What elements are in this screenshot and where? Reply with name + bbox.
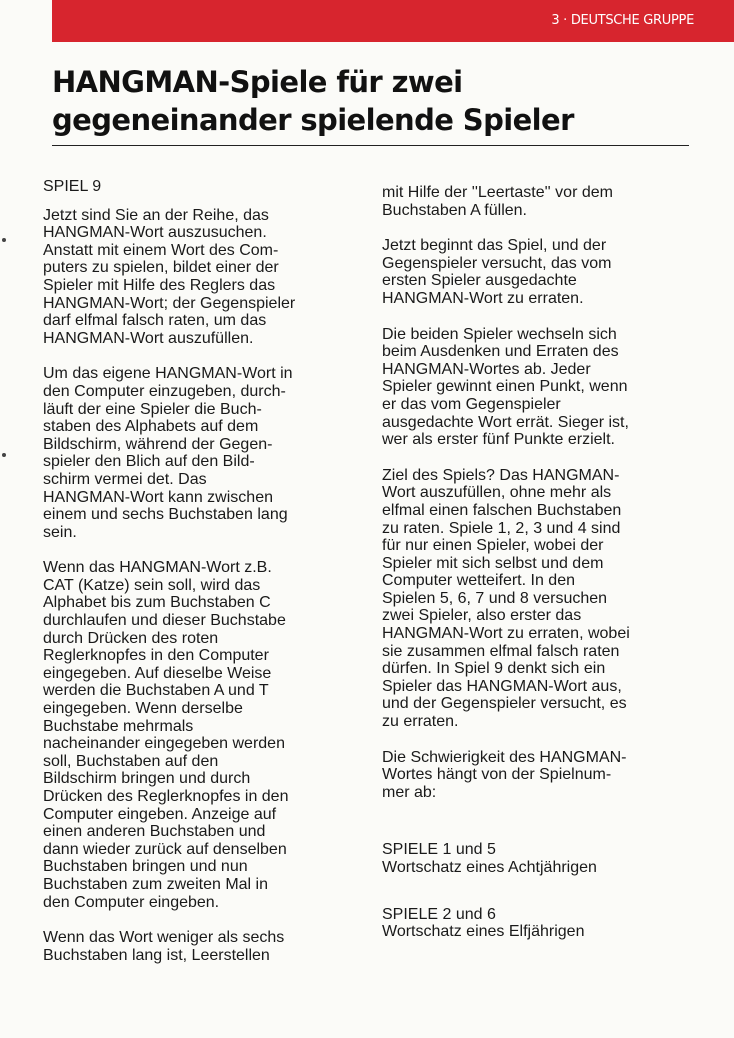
text-line: Die Schwierigkeit des HANGMAN-	[382, 748, 627, 766]
text-line: werden die Buchstaben A und T	[43, 682, 269, 700]
paragraph	[43, 365, 353, 541]
text-line: HANGMAN-Wort zu erraten.	[382, 289, 584, 307]
text-line: einem und sechs Buchstaben lang	[43, 506, 288, 524]
text-line: sie zusammen elfmal falsch raten	[382, 642, 620, 660]
binding-mark	[2, 453, 6, 457]
text-line: nacheinander eingegeben werden	[43, 735, 285, 753]
text-line: mit Hilfe der ''Leertaste'' vor dem	[382, 184, 613, 201]
text-line: und der Gegenspieler versucht, es	[382, 695, 627, 713]
right-column	[382, 184, 702, 941]
text-line: HANGMAN-Wort auszusuchen.	[43, 224, 267, 242]
paragraph	[382, 184, 702, 219]
text-line: zu erraten.	[382, 713, 459, 731]
level-description: Wortschatz eines Achtjährigen	[382, 859, 597, 876]
text-line: den Computer einzugeben, durch-	[43, 382, 286, 400]
paragraph	[43, 207, 353, 348]
text-line: Buchstaben A füllen.	[382, 201, 527, 219]
text-line: er das vom Gegenspieler	[382, 395, 561, 413]
text-line: dann wieder zurück auf denselben	[43, 840, 287, 858]
spacer	[382, 219, 702, 237]
text-line: Reglerknopfes in den Computer	[43, 647, 269, 665]
spacer	[382, 308, 702, 326]
spacer	[382, 801, 702, 841]
text-line: zwei Spieler, also erster das	[382, 607, 582, 625]
text-line: Alphabet bis zum Buchstaben C	[43, 594, 271, 612]
left-column	[43, 178, 353, 964]
text-line: Buchstabe mehrmals	[43, 717, 194, 735]
text-line: soll, Buchstaben auf den	[43, 752, 219, 770]
text-line: durchlaufen und dieser Buchstabe	[43, 612, 286, 630]
text-line: läuft der eine Spieler die Buch-	[43, 400, 262, 418]
text-line: HANGMAN-Wort kann zwischen	[43, 488, 273, 506]
text-line: den Computer eingeben.	[43, 893, 220, 911]
text-line: elfmal einen falschen Buchstaben	[382, 501, 622, 519]
level-description: Wortschatz eines Elfjährigen	[382, 923, 585, 941]
text-line: mer ab:	[382, 783, 437, 801]
binding-mark	[2, 238, 6, 242]
text-line: Jetzt beginnt das Spiel, und der	[382, 237, 607, 255]
text-line: puters zu spielen, bildet einer der	[43, 259, 279, 277]
level-heading: SPIELE 2 und 6	[382, 905, 496, 923]
text-line: Ziel des Spiels? Das HANGMAN-	[382, 466, 620, 484]
text-line: durch Drücken des roten	[43, 629, 219, 647]
spacer	[382, 731, 702, 749]
text-line: Spielen 5, 6, 7 und 8 versuchen	[382, 589, 608, 607]
text-line: Spieler mit Hilfe des Reglers das	[43, 276, 276, 294]
text-line: für nur einen Spieler, wobei der	[382, 537, 604, 555]
text-line: Bildschirm bringen und durch	[43, 770, 251, 788]
text-line: beim Ausdenken und Erraten des	[382, 343, 619, 361]
text-line: staben des Alphabets auf dem	[43, 418, 259, 436]
text-line: Computer wetteifert. In den	[382, 572, 575, 590]
text-line: schirm vermei det. Das	[43, 470, 207, 488]
spacer	[43, 347, 353, 365]
text-line: HANGMAN-Wort; der Gegenspieler	[43, 294, 296, 312]
text-line: Um das eigene HANGMAN-Wort in	[43, 365, 293, 383]
text-line: Buchstaben lang ist, Leerstellen	[43, 946, 270, 964]
paragraph	[382, 237, 702, 307]
title-line-1: HANGMAN-Spiele für zwei	[52, 65, 463, 99]
page-title	[52, 63, 712, 139]
paragraph	[382, 467, 702, 731]
text-line: ersten Spieler ausgedachte	[382, 272, 577, 290]
text-line: ausgedachte Wort errät. Sieger ist,	[382, 413, 629, 431]
text-line: Drücken des Reglerknopfes in den	[43, 788, 289, 805]
section-heading: SPIEL 9	[43, 178, 102, 195]
spacer	[43, 911, 353, 929]
paragraph	[382, 749, 702, 802]
paragraph	[43, 559, 353, 911]
paragraph	[382, 326, 702, 449]
text-line: HANGMAN-Wortes ab. Jeder	[382, 360, 591, 378]
spacer	[43, 196, 353, 207]
title-line-2: gegeneinander spielende Spieler	[52, 103, 574, 137]
text-line: sein.	[43, 523, 77, 541]
spacer	[382, 449, 702, 467]
text-line: einen anderen Buchstaben und	[43, 823, 266, 841]
spacer	[43, 541, 353, 559]
text-line: dürfen. In Spiel 9 denkt sich ein	[382, 660, 606, 678]
text-line: Spieler mit sich selbst und dem	[382, 554, 604, 572]
text-line: Die beiden Spieler wechseln sich	[382, 325, 617, 343]
level-heading: SPIELE 1 und 5	[382, 841, 496, 859]
paragraph	[43, 929, 353, 964]
title-rule	[52, 145, 689, 146]
text-line: Jetzt sind Sie an der Reihe, das	[43, 206, 269, 224]
header-bar	[52, 0, 734, 42]
text-line: Wenn das Wort weniger als sechs	[43, 929, 285, 947]
text-line: HANGMAN-Wort auszufüllen.	[43, 329, 254, 347]
text-line: eingegeben. Wenn derselbe	[43, 700, 243, 718]
text-line: CAT (Katze) sein soll, wird das	[43, 576, 261, 594]
text-line: eingegeben. Auf dieselbe Weise	[43, 664, 272, 682]
text-line: HANGMAN-Wort zu erraten, wobei	[382, 625, 630, 643]
text-line: Wort auszufüllen, ohne mehr als	[382, 484, 612, 502]
text-line: spieler den Blich auf den Bild-	[43, 453, 255, 471]
text-line: darf elfmal falsch raten, um das	[43, 312, 267, 330]
text-line: Gegenspieler versucht, das vom	[382, 254, 612, 272]
text-line: Spieler das HANGMAN-Wort aus,	[382, 677, 622, 695]
text-line: wer als erster fünf Punkte erzielt.	[382, 431, 615, 449]
text-line: Buchstaben zum zweiten Mal in	[43, 875, 268, 893]
spacer	[382, 877, 702, 906]
text-line: Wenn das HANGMAN-Wort z.B.	[43, 559, 272, 577]
chapter-label: 3 · DEUTSCHE GRUPPE	[551, 13, 694, 28]
text-line: Computer eingeben. Anzeige auf	[43, 805, 277, 823]
text-line: Bildschirm, während der Gegen-	[43, 435, 273, 453]
text-line: Anstatt mit einem Wort des Com-	[43, 241, 279, 259]
text-line: zu raten. Spiele 1, 2, 3 und 4 sind	[382, 519, 621, 537]
text-line: Wortes hängt von der Spielnum-	[382, 766, 612, 784]
text-line: Buchstaben bringen und nun	[43, 858, 248, 876]
text-line: Spieler gewinnt einen Punkt, wenn	[382, 378, 628, 396]
